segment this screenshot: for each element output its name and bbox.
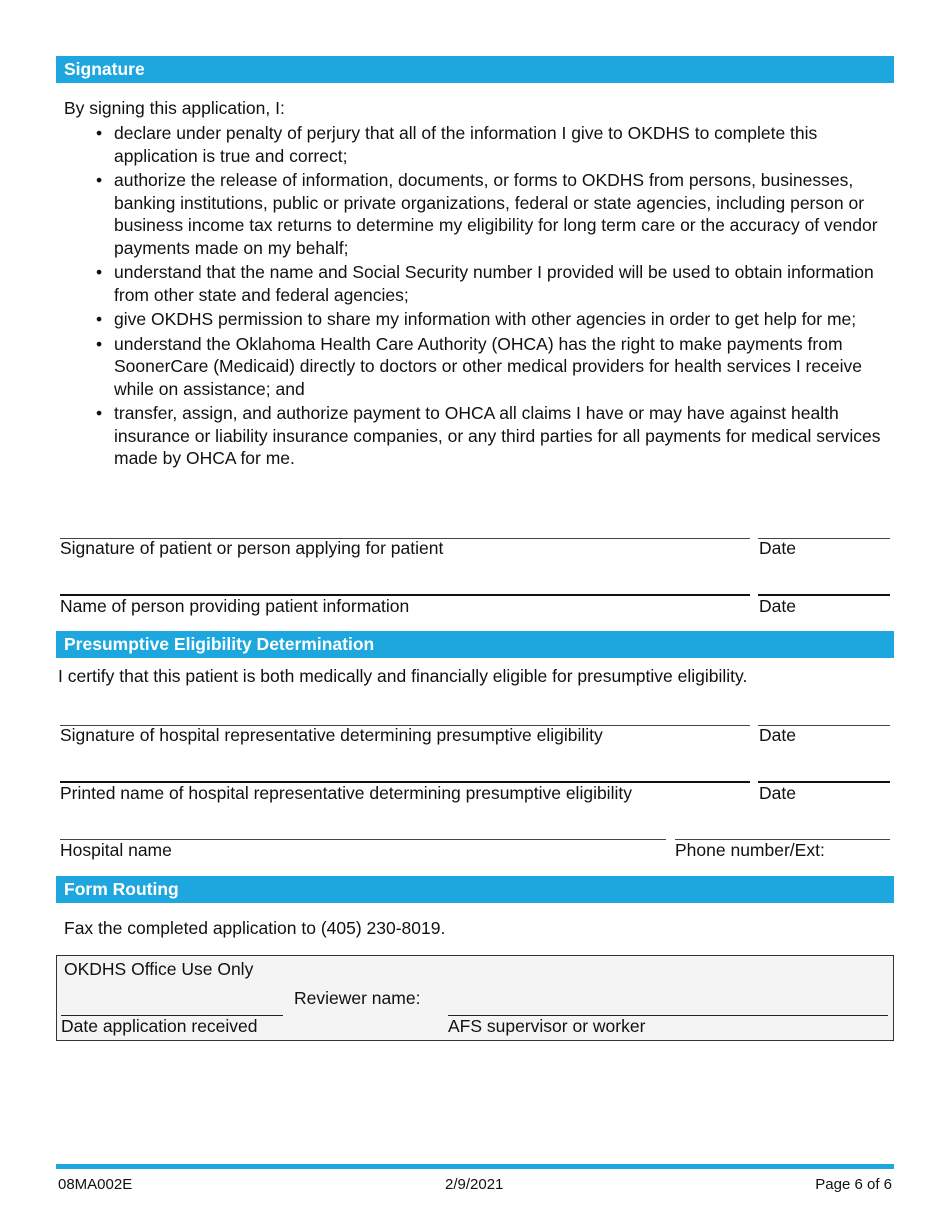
phone-number-label: Phone number/Ext: xyxy=(675,840,825,860)
section-header-signature: Signature xyxy=(56,56,894,83)
informant-name-date-label: Date xyxy=(759,596,796,616)
section-header-form-routing: Form Routing xyxy=(56,876,894,903)
patient-signature-date-label: Date xyxy=(759,538,796,558)
reviewer-name-label: Reviewer name: xyxy=(294,988,421,1008)
hospital-name-label: Hospital name xyxy=(60,840,172,860)
office-use-title: OKDHS Office Use Only xyxy=(64,959,254,979)
patient-signature-label: Signature of patient or person applying for patient xyxy=(60,538,444,558)
date-received-label: Date application received xyxy=(61,1016,258,1036)
rep-printed-name-date-label: Date xyxy=(759,783,796,803)
presumptive-certification-statement: I certify that this patient is both medically and financially eligible for presumptive eligibility. xyxy=(58,666,748,686)
office-use-box xyxy=(56,955,894,1041)
footer-divider xyxy=(56,1164,894,1169)
rep-printed-name-label: Printed name of hospital representative determining presumptive eligibility xyxy=(60,783,632,803)
afs-worker-label: AFS supervisor or worker xyxy=(448,1016,646,1036)
rep-signature-date-label: Date xyxy=(759,725,796,745)
form-date: 2/9/2021 xyxy=(445,1176,504,1193)
declaration-item: • understand that the name and Social Security number I provided will be used to obtain information from other state and federal agencies; xyxy=(92,261,892,306)
page-number: Page 6 of 6 xyxy=(815,1176,892,1193)
declaration-item: • declare under penalty of perjury that all of the information I give to OKDHS to complete this application is true and correct; xyxy=(92,122,892,167)
section-header-presumptive-eligibility: Presumptive Eligibility Determination xyxy=(56,631,894,658)
rep-signature-label: Signature of hospital representative determining presumptive eligibility xyxy=(60,725,603,745)
declaration-item: • transfer, assign, and authorize payment to OHCA all claims I have or may have against health insurance or liability insurance companies, or any third parties for all payments for medical services made by OHCA for me. xyxy=(92,402,892,470)
declaration-item: • authorize the release of information, documents, or forms to OKDHS from persons, businesses, banking institutions, public or private organizations, federal or state agencies, including person or business income tax returns to determine my eligibility for long term care or the accuracy of vendor payments made on my behalf; xyxy=(92,169,892,259)
signature-intro: By signing this application, I: xyxy=(64,98,285,118)
declaration-item: • give OKDHS permission to share my information with other agencies in order to get help for me; xyxy=(92,308,892,331)
fax-instruction: Fax the completed application to (405) 230-8019. xyxy=(64,918,446,938)
informant-name-label: Name of person providing patient information xyxy=(60,596,410,616)
form-number: 08MA002E xyxy=(58,1176,133,1193)
signature-declarations-list xyxy=(92,122,892,472)
declaration-item: • understand the Oklahoma Health Care Authority (OHCA) has the right to make payments from SoonerCare (Medicaid) directly to doctors or other medical providers for health services I receive while on assistance; and xyxy=(92,333,892,401)
